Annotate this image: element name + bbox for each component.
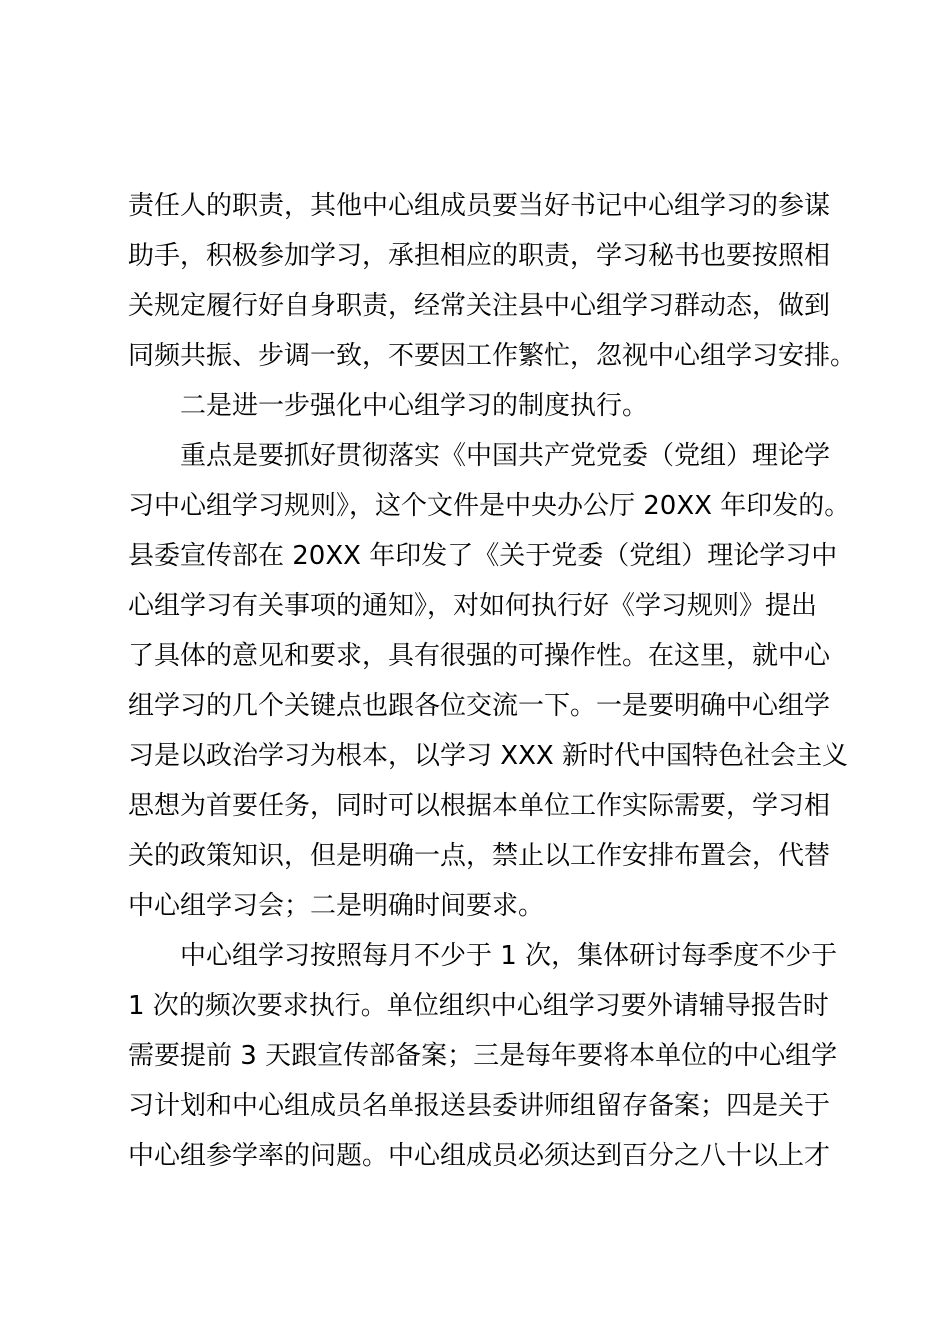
text-line: 中心组学习会；二是明确时间要求。 [128, 891, 545, 921]
text-line: 同频共振、步调一致，不要因工作繁忙，忽视中心组学习安排。 [128, 341, 857, 371]
paragraph-heading: 二是进一步强化中心组学习的制度执行。 [180, 391, 649, 421]
document-body [128, 181, 857, 1181]
text-line: 思想为首要任务，同时可以根据本单位工作实际需要，学习相 [128, 791, 831, 821]
text-line: 助手，积极参加学习，承担相应的职责，学习秘书也要按照相 [128, 241, 831, 271]
text-line: 习是以政治学习为根本，以学习 XXX 新时代中国特色社会主义 [128, 741, 848, 771]
text-line: 中心组参学率的问题。中心组成员必须达到百分之八十以上才 [128, 1141, 831, 1171]
text-line: 心组学习有关事项的通知》，对如何执行好《学习规则》提出 [128, 591, 818, 621]
text-line: 习中心组学习规则》，这个文件是中央办公厅 20XX 年印发的。 [128, 491, 851, 521]
text-line: 了具体的意见和要求，具有很强的可操作性。在这里，就中心 [128, 641, 831, 671]
text-line: 需要提前 3 天跟宣传部备案；三是每年要将本单位的中心组学 [128, 1041, 838, 1071]
text-line: 县委宣传部在 20XX 年印发了《关于党委（党组）理论学习中 [128, 541, 838, 571]
text-line: 习计划和中心组成员名单报送县委讲师组留存备案；四是关于 [128, 1091, 831, 1121]
text-line: 1 次的频次要求执行。单位组织中心组学习要外请辅导报告时 [128, 991, 829, 1021]
text-line: 关规定履行好自身职责，经常关注县中心组学习群动态，做到 [128, 291, 831, 321]
text-line: 中心组学习按照每月不少于 1 次，集体研讨每季度不少于 [180, 941, 838, 971]
text-line: 责任人的职责，其他中心组成员要当好书记中心组学习的参谋 [128, 191, 831, 221]
text-line: 关的政策知识，但是明确一点，禁止以工作安排布置会，代替 [128, 841, 831, 871]
text-line: 组学习的几个关键点也跟各位交流一下。一是要明确中心组学 [128, 691, 831, 721]
text-line: 重点是要抓好贯彻落实《中国共产党党委（党组）理论学 [180, 441, 831, 471]
